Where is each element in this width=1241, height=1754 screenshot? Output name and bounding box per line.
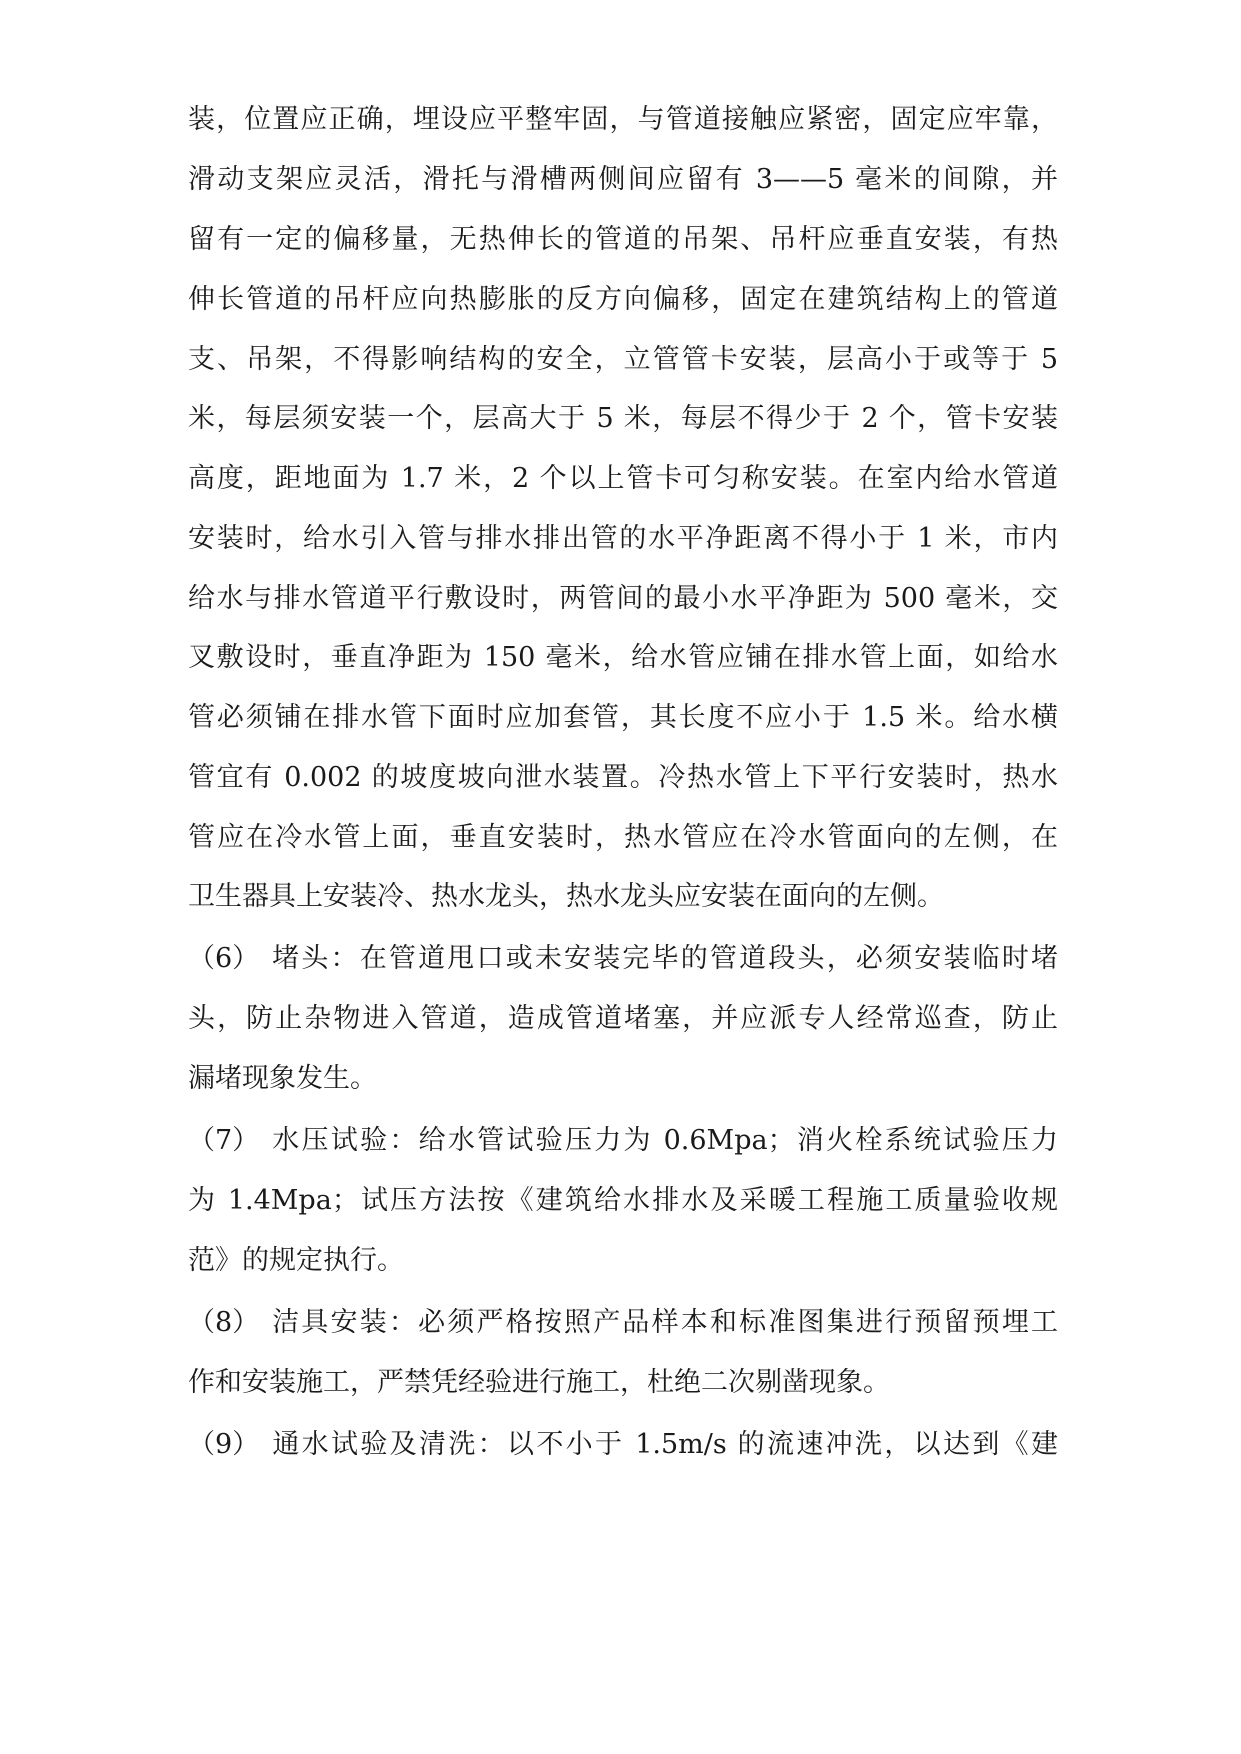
- list-item-9: [188, 1425, 1058, 1465]
- text-line: 管宜有 0.002 的坡度坡向泄水装置。冷热水管上下平行安装时，热水: [188, 762, 1058, 793]
- text-line: 通水试验及清洗：以不小于 1.5m/s 的流速冲洗，以达到《建: [270, 1429, 1058, 1460]
- item-number: （8）: [188, 1307, 260, 1338]
- text-line: 漏堵现象发生。: [188, 1063, 377, 1094]
- list-item-8: [188, 1303, 1058, 1343]
- text-line: 叉敷设时，垂直净距为 150 毫米，给水管应铺在排水管上面，如给水: [188, 642, 1058, 673]
- text-line: 头，防止杂物进入管道，造成管道堵塞，并应派专人经常巡查，防止: [188, 1003, 1058, 1034]
- text-line: 装，位置应正确，埋设应平整牢固，与管道接触应紧密，固定应牢靠，: [188, 104, 1058, 135]
- text-line: 支、吊架，不得影响结构的安全，立管管卡安装，层高小于或等于 5: [188, 344, 1058, 375]
- text-line: 洁具安装：必须严格按照产品样本和标准图集进行预留预埋工: [270, 1307, 1058, 1338]
- text-line: 滑动支架应灵活，滑托与滑槽两侧间应留有 3——5 毫米的间隙，并: [188, 164, 1058, 195]
- text-line: 范》的规定执行。: [188, 1245, 404, 1276]
- text-line: 作和安装施工，严禁凭经验进行施工，杜绝二次剔凿现象。: [188, 1367, 890, 1398]
- text-line: 管应在冷水管上面，垂直安装时，热水管应在冷水管面向的左侧，在: [188, 822, 1058, 853]
- text-line: 管必须铺在排水管下面时应加套管，其长度不应小于 1.5 米。给水横: [188, 702, 1058, 733]
- text-line: 伸长管道的吊杆应向热膨胀的反方向偏移，固定在建筑结构上的管道: [188, 284, 1058, 315]
- text-line: 给水与排水管道平行敷设时，两管间的最小水平净距为 500 毫米，交: [188, 583, 1058, 614]
- item-number: （9）: [188, 1429, 260, 1460]
- item-number: （6）: [188, 943, 260, 974]
- text-line: 安装时，给水引入管与排水排出管的水平净距离不得小于 1 米，市内: [188, 523, 1058, 554]
- list-item-7: [188, 1121, 1058, 1161]
- text-line: 卫生器具上安装冷、热水龙头，热水龙头应安装在面向的左侧。: [188, 881, 944, 912]
- text-line: 米，每层须安装一个，层高大于 5 米，每层不得少于 2 个，管卡安装: [188, 403, 1058, 434]
- list-item-6: [188, 939, 1058, 979]
- text-line: 水压试验：给水管试验压力为 0.6Mpa；消火栓系统试验压力: [270, 1125, 1058, 1156]
- text-line: 堵头：在管道甩口或未安装完毕的管道段头，必须安装临时堵: [270, 943, 1058, 974]
- text-line: 留有一定的偏移量，无热伸长的管道的吊架、吊杆应垂直安装，有热: [188, 224, 1058, 255]
- text-line: 为 1.4Mpa；试压方法按《建筑给水排水及采暖工程施工质量验收规: [188, 1185, 1058, 1216]
- text-line: 高度，距地面为 1.7 米，2 个以上管卡可匀称安装。在室内给水管道: [188, 463, 1058, 494]
- item-number: （7）: [188, 1125, 260, 1156]
